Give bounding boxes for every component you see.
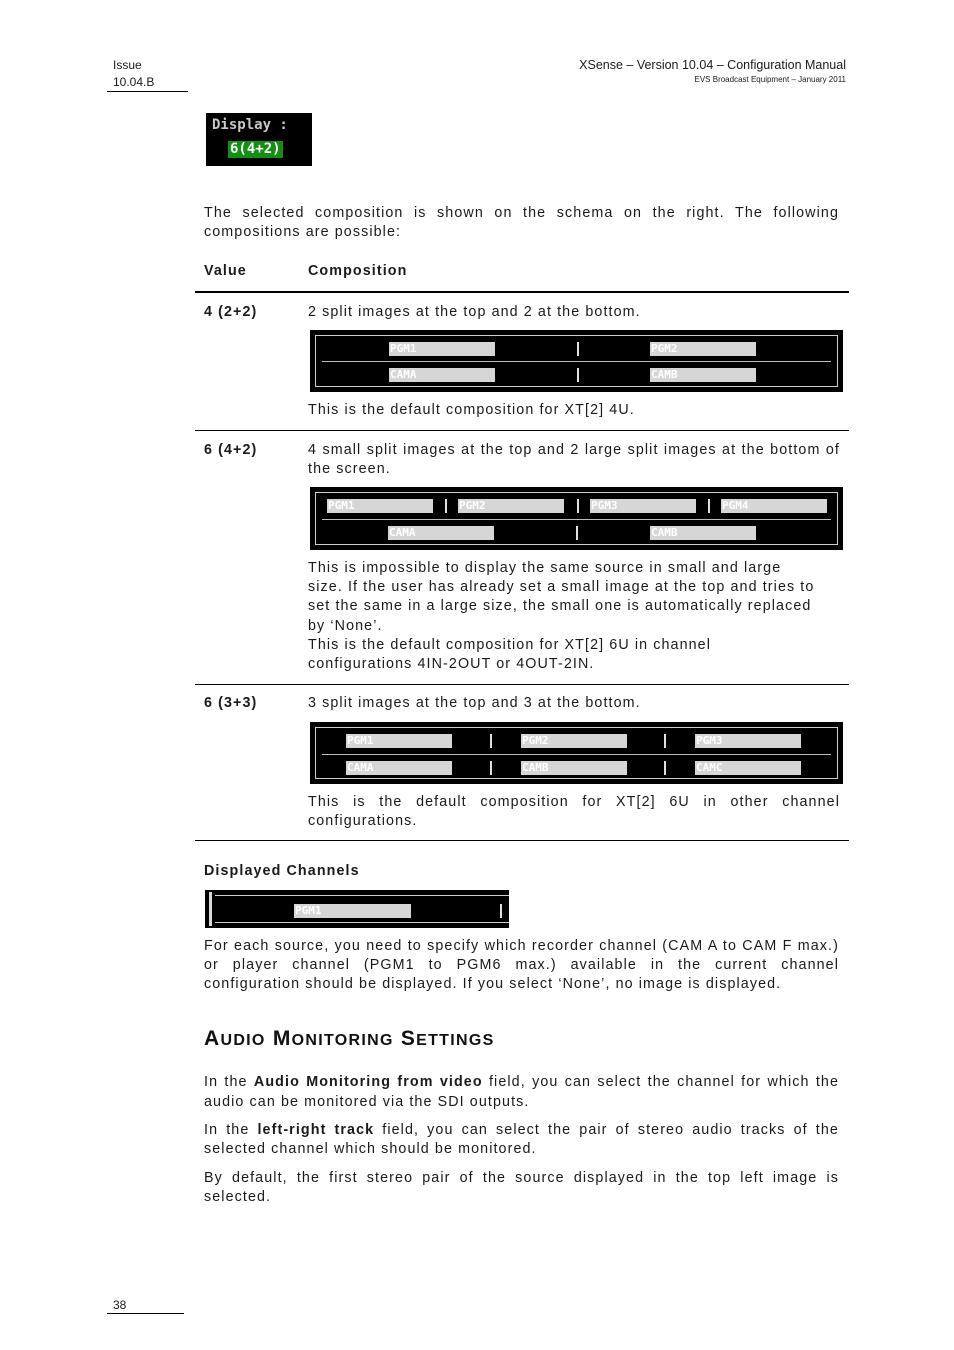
panel-cell: PGM1: [346, 734, 452, 748]
panel-cell: PGM1: [389, 342, 495, 356]
table-row-rule: [195, 684, 849, 685]
issue-block: [113, 57, 154, 91]
row-note-line: by ‘None’.: [308, 617, 383, 634]
document-header: [579, 57, 846, 85]
panel-cell: PGM2: [458, 499, 564, 513]
row-value: 6 (4+2): [204, 442, 258, 458]
composition-panel-4-2-2: [310, 330, 843, 392]
intro-paragraph: The selected composition is shown on the schema on the right. The following compositions are possible:: [204, 205, 839, 241]
row-value: 6 (3+3): [204, 695, 258, 711]
document-subtitle: EVS Broadcast Equipment – January 2011: [694, 75, 846, 84]
panel-cell: PGM3: [590, 499, 696, 513]
row-note: This is the default composition for XT[2] 4U.: [308, 402, 635, 418]
column-header-composition: Composition: [308, 263, 408, 279]
table-row-rule: [195, 430, 849, 431]
audio-paragraph-1: In the Audio Monitoring from video field, you can select the channel for which the audio can be monitored via the SDI outputs.: [204, 1074, 839, 1110]
panel-cell: CAMB: [650, 526, 756, 540]
row-note-line: set the same in a large size, the small one is automatically replaced: [308, 598, 812, 615]
row-note-line: configurations 4IN-2OUT or 4OUT-2IN.: [308, 656, 595, 673]
row-note: This is the default composition for XT[2] 6U in other channel configurations.: [308, 794, 840, 830]
panel-cell: CAMA: [388, 526, 494, 540]
row-description: 4 small split images at the top and 2 large split images at the bottom of the screen.: [308, 442, 840, 478]
row-note-line: size. If the user has already set a small image at the top and tries to: [308, 579, 815, 596]
audio-paragraph-2: In the left-right track field, you can select the pair of stereo audio tracks of the selected channel which should be monitored.: [204, 1122, 839, 1158]
header-left-rule: [107, 91, 188, 92]
footer-rule: [107, 1313, 184, 1314]
row-value: 4 (2+2): [204, 304, 258, 320]
row-note-line: This is the default composition for XT[2] 6U in channel: [308, 636, 712, 653]
composition-panel-6-3-3: [310, 722, 843, 784]
panel-cell: CAMA: [346, 761, 452, 775]
panel-cell: CAMB: [521, 761, 627, 775]
issue-number: 10.04.B: [113, 75, 155, 89]
table-bottom-rule: [195, 840, 849, 841]
panel-cell: PGM2: [521, 734, 627, 748]
row-description: 3 split images at the top and 3 at the bottom.: [308, 695, 641, 711]
composition-panel-6-4-2: [310, 487, 843, 550]
panel-cell: CAMB: [650, 368, 756, 382]
row-description: 2 split images at the top and 2 at the bottom.: [308, 304, 641, 320]
panel-cell: PGM1: [327, 499, 433, 513]
displayed-channels-paragraph: For each source, you need to specify which recorder channel (CAM A to CAM F max.) or player channel (PGM1 to PGM6 max.) available in the current channel configuration should be displayed. If you select ‘None’, no image is displayed.: [204, 938, 839, 993]
display-lcd-screenshot: [206, 113, 312, 166]
displayed-channels-panel: [205, 890, 509, 928]
row-note: [308, 559, 814, 674]
display-lcd-label: Display :: [212, 117, 288, 133]
display-lcd-value: 6(4+2): [230, 141, 281, 157]
audio-paragraph-3: By default, the first stereo pair of the source displayed in the top left image is selected.: [204, 1170, 839, 1206]
table-header-rule: [195, 291, 849, 293]
row-note-line: This is impossible to display the same source in small and large: [308, 560, 782, 576]
panel-cell: PGM3: [695, 734, 801, 748]
panel-cell: PGM2: [650, 342, 756, 356]
panel-cell: CAMC: [695, 761, 801, 775]
section-heading-audio-monitoring: AUDIO MONITORING SETTINGS: [204, 1027, 495, 1050]
panel-cell: CAMA: [389, 368, 495, 382]
displayed-channels-heading: Displayed Channels: [204, 863, 360, 879]
panel-cell: PGM1: [294, 904, 411, 918]
panel-cell: PGM4: [721, 499, 827, 513]
page-number: 38: [113, 1298, 127, 1312]
document-title: XSense – Version 10.04 – Configuration Manual: [579, 58, 846, 72]
column-header-value: Value: [204, 263, 247, 279]
issue-label: Issue: [113, 58, 142, 72]
